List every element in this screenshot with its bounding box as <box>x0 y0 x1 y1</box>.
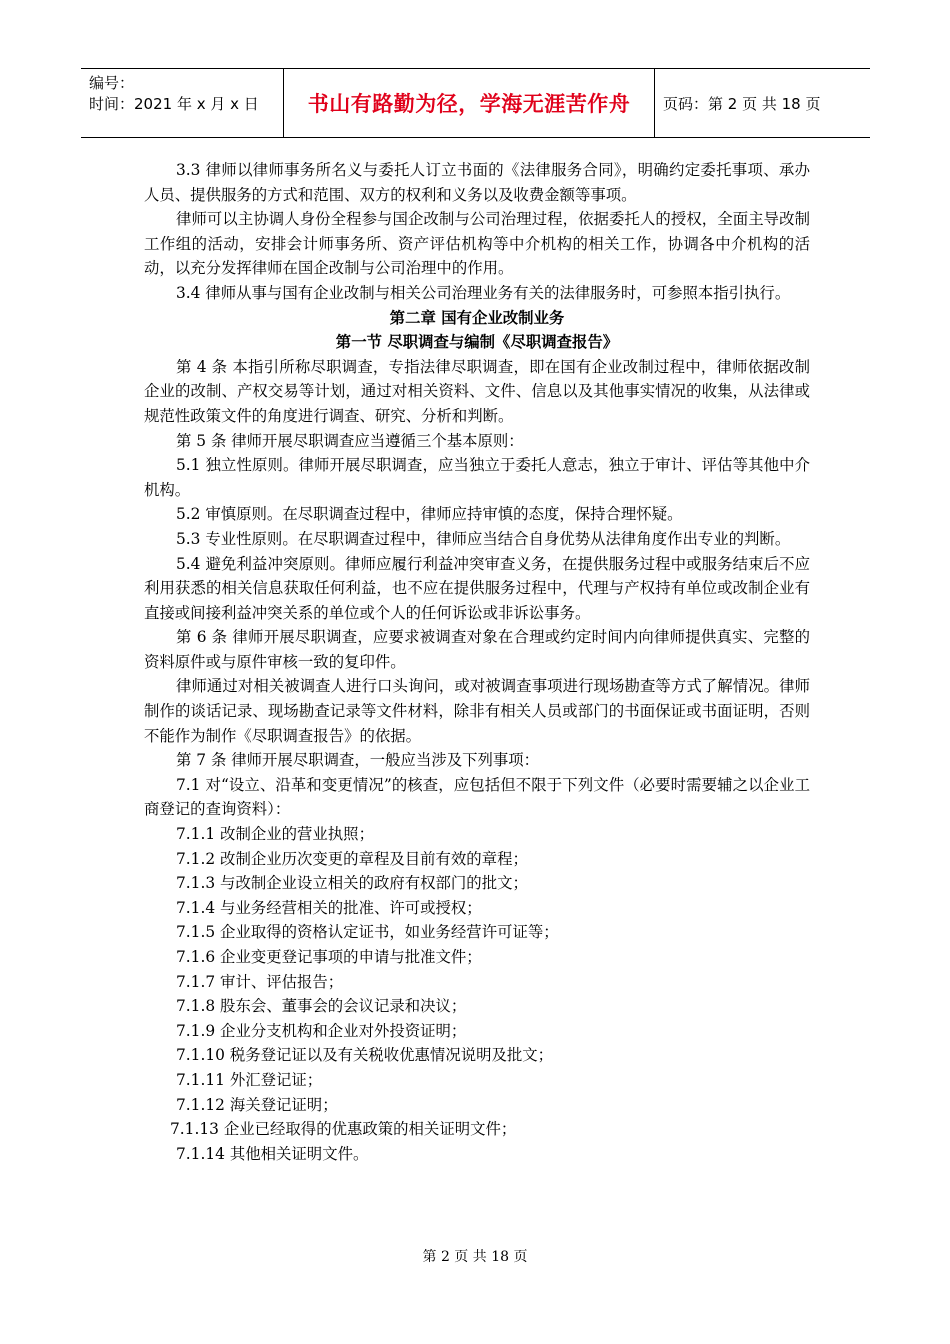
paragraph: 第 4 条 本指引所称尽职调查，专指法律尽职调查，即在国有企业改制过程中，律师依据改制企业的改制、产权交易等计划，通过对相关资料、文件、信息以及其他事实情况的收集，从法律或规范性政策文件的角度进行调查、研究、分析和判断。 <box>144 357 810 425</box>
page-footer: 第 2 页 共 18 页 <box>422 1249 528 1265</box>
paragraph: 5.2 审慎原则。在尽职调查过程中，律师应持审慎的态度，保持合理怀疑。 <box>176 505 683 524</box>
list-item: 7.1.5 企业取得的资格认定证书，如业务经营许可证等； <box>176 923 559 942</box>
paragraph: 第 6 条 律师开展尽职调查，应要求被调查对象在合理或约定时间内向律师提供真实、完整的资料原件或与原件审核一致的复印件。 <box>144 628 810 671</box>
list-item: 7.1.6 企业变更登记事项的申请与批准文件； <box>176 948 482 966</box>
paragraph: 律师可以主协调人身份全程参与国企改制与公司治理过程，依据委托人的授权，全面主导改制工作组的活动，安排会计师事务所、资产评估机构等中介机构的相关工作，协调各中介机构的活动，以充分发挥律师在国企改制与公司治理中的作用。 <box>144 210 810 278</box>
list-item: 7.1.4 与业务经营相关的批准、许可或授权； <box>176 898 482 917</box>
page-header <box>81 68 870 138</box>
paragraph: 5.3 专业性原则。在尽职调查过程中，律师应当结合自身优势从法律角度作出专业的判断。 <box>176 529 791 548</box>
paragraph: 3.4 律师从事与国有企业改制与相关公司治理业务有关的法律服务时，可参照本指引执行。 <box>176 283 791 302</box>
list-item: 7.1.12 海关登记证明； <box>176 1095 338 1114</box>
header-number-label: 编号： <box>89 74 135 92</box>
paragraph: 5.1 独立性原则。律师开展尽职调查，应当独立于委托人意志，独立于审计、评估等其他中介机构。 <box>144 456 810 499</box>
list-item: 7.1.3 与改制企业设立相关的政府有权部门的批文； <box>176 874 528 893</box>
list-item: 7.1.8 股东会、董事会的会议记录和决议； <box>176 997 467 1016</box>
header-page-info: 页码：第 2 页 共 18 页 <box>663 94 821 113</box>
paragraph: 第 7 条 律师开展尽职调查，一般应当涉及下列事项： <box>176 751 540 770</box>
paragraph: 律师通过对相关被调查人进行口头询问，或对被调查事项进行现场勘查等方式了解情况。律师制作的谈话记录、现场勘查记录等文件材料，除非有相关人员或部门的书面保证或书面证明，否则不能作为制作《尽职调查报告》的依据。 <box>144 677 810 745</box>
header-motto: 书山有路勤为径，学海无涯苦作舟 <box>283 69 655 137</box>
list-item: 7.1.14 其他相关证明文件。 <box>176 1144 369 1163</box>
list-item: 7.1.9 企业分支机构和企业对外投资证明； <box>176 1021 467 1040</box>
section-heading: 第一节 尽职调查与编制《尽职调查报告》 <box>335 333 619 352</box>
paragraph: 第 5 条 律师开展尽职调查应当遵循三个基本原则： <box>176 431 524 450</box>
list-item: 7.1.1 改制企业的营业执照； <box>176 825 374 844</box>
list-item: 7.1.13 企业已经取得的优惠政策的相关证明文件； <box>170 1120 517 1139</box>
list-item: 7.1.11 外汇登记证； <box>176 1070 323 1089</box>
paragraph: 5.4 避免利益冲突原则。律师应履行利益冲突审查义务，在提供服务过程中或服务结束后不应利用获悉的相关信息获取任何利益，也不应在提供服务过程中，代理与产权持有单位或改制企业有直接或间接利益冲突关系的单位或个人的任何诉讼或非诉讼事务。 <box>144 554 810 622</box>
header-meta <box>81 69 283 137</box>
paragraph: 7.1 对“设立、沿革和变更情况”的核查，应包括但不限于下列文件（必要时需要辅之以企业工商登记的查询资料）： <box>144 775 810 819</box>
list-item: 7.1.7 审计、评估报告； <box>176 972 344 991</box>
chapter-heading: 第二章 国有企业改制业务 <box>389 308 565 327</box>
list-item: 7.1.2 改制企业历次变更的章程及目前有效的章程； <box>176 849 528 868</box>
document-body <box>144 158 810 1166</box>
header-date: 时间：2021 年 x 月 x 日 <box>89 95 259 113</box>
list-item: 7.1.10 税务登记证以及有关税收优惠情况说明及批文； <box>176 1046 554 1065</box>
paragraph: 3.3 律师以律师事务所名义与委托人订立书面的《法律服务合同》，明确约定委托事项、承办人员、提供服务的方式和范围、双方的权利和义务以及收费金额等事项。 <box>144 161 810 204</box>
